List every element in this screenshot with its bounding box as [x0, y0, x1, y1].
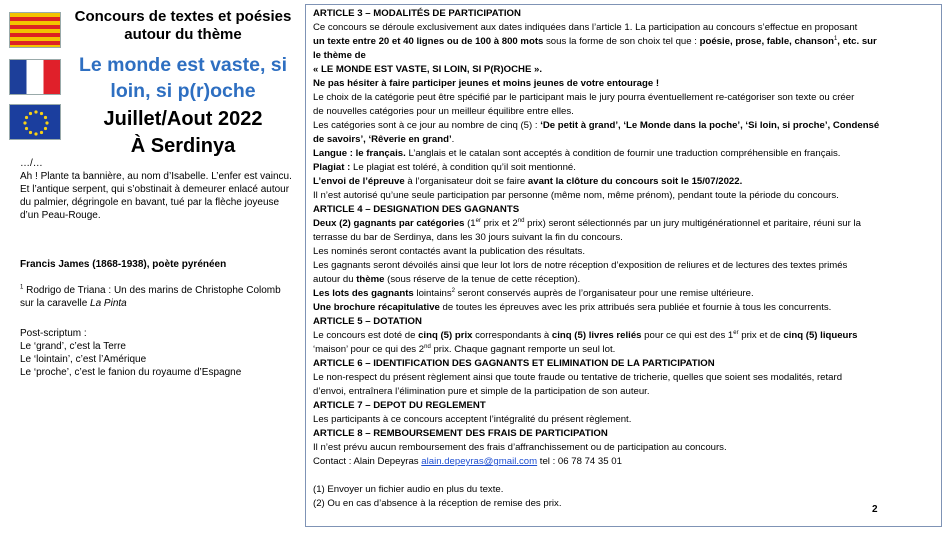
rules-line: Il n’est prévu aucun remboursement des frais d’affranchissement ou de participation au concours. — [313, 442, 727, 453]
contest-heading — [64, 8, 302, 44]
rules-line: Le concours est doté de cinq (5) prix correspondants à cinq (5) livres reliés pour ce qui est des 1er prix et de cinq (5) liqueurs — [313, 329, 858, 341]
european-flag-icon — [9, 104, 61, 140]
article-5-heading: ARTICLE 5 – DOTATION — [313, 316, 422, 327]
theme-title — [64, 52, 302, 104]
article-7-heading: ARTICLE 7 – DEPOT DU REGLEMENT — [313, 400, 486, 411]
rules-line: Deux (2) gagnants par catégories (1er prix et 2nd prix) seront sélectionnés par un jury multigénérationnel et paritaire, réuni sur la — [313, 217, 861, 229]
footnote-ship: La Pinta — [90, 298, 127, 309]
note-1: (1) Envoyer un fichier audio en plus du texte. — [313, 484, 504, 495]
rules-line: Une brochure récapitulative de toutes les épreuves avec les prix attribués sera publiée et fournie à tous les concurrents. — [313, 302, 832, 313]
rules-line: un texte entre 20 et 40 lignes ou de 100 à 800 mots sous la forme de son choix tel que : poésie, prose, fable, chanson$^1$, etc. sur — [313, 35, 877, 47]
rules-line: Les nominés seront contactés avant la publication des résultats. — [313, 246, 585, 257]
rules-line: Langue : le français. L’anglais et le catalan sont acceptés à condition de fournir une traduction compréhensible en français. — [313, 148, 841, 159]
rules-line: Il n’est autorisé qu’une seule participation par personne (même nom, même prénom), pendant toute la période du concours. — [313, 190, 839, 201]
rules-line: ‘maison’ pour ce qui des 2nd prix. Chaque gagnant remporte un seul lot. — [313, 343, 616, 355]
ps-item: Le ‘grand’, c’est la Terre — [20, 341, 126, 352]
ps-item: Le ‘proche’, c’est le fanion du royaume d’Espagne — [20, 367, 242, 378]
footnote-text: Rodrigo de Triana : Un des marins de Christophe Colomb sur la caravelle — [20, 285, 281, 309]
rules-line: Ne pas hésiter à faire participer jeunes et moins jeunes de votre entourage ! — [313, 78, 660, 89]
rules-line: terrasse du bar de Serdinya, dans les 30 jours suivant la fin du concours. — [313, 232, 623, 243]
rules-line: Les lots des gagnants lointains$^2$ seront conservés auprès de l’organisateur pour une remise ultérieure. — [313, 287, 754, 299]
contest-place: À Serdinya — [130, 135, 236, 157]
french-flag-icon — [9, 59, 61, 95]
footnote-mark: 1 — [20, 284, 24, 291]
heading-line-1: Concours de textes et poésies — [74, 8, 292, 25]
article-8-heading: ARTICLE 8 – REMBOURSEMENT DES FRAIS DE PARTICIPATION — [313, 428, 608, 439]
quote-block — [20, 157, 292, 222]
rules-line: d’envoi, entraînera l’élimination pure et simple de la participation de son auteur. — [313, 386, 650, 397]
footnote — [20, 284, 292, 310]
date-place — [64, 106, 302, 160]
heading-line-2: autour du thème — [124, 26, 242, 43]
theme-line-2: loin, si p(r)oche — [110, 80, 256, 102]
article-4-heading: ARTICLE 4 – DESIGNATION DES GAGNANTS — [313, 204, 520, 215]
rules-line: L’envoi de l’épreuve à l’organisateur doit se faire avant la clôture du concours soit le 15/07/2022. — [313, 176, 743, 187]
rules-line: Les participants à ce concours acceptent l’intégralité du présent règlement. — [313, 414, 632, 425]
rules-line: de savoirs’, ‘Rêverie en grand’. — [313, 134, 455, 145]
ellipsis: …/… — [20, 158, 43, 169]
theme-line-1: Le monde est vaste, si — [78, 54, 288, 76]
page-number: 2 — [872, 504, 878, 515]
rules-line: Les catégories sont à ce jour au nombre de cinq (5) : ‘De petit à grand’, ‘Le Monde dans la poche’, ‘Si loin, si proche’, Condensé — [313, 120, 880, 131]
rules-line: le thème de — [313, 50, 366, 61]
rules-line: de nouvelles catégories pour un meilleur équilibre entre elles. — [313, 106, 574, 117]
article-3-heading: ARTICLE 3 – MODALITÉS DE PARTICIPATION — [313, 8, 521, 19]
quote-author: Francis James (1868-1938), poète pyrénéen — [20, 259, 227, 270]
ps-item: Le ‘lointain’, c’est l’Amérique — [20, 354, 147, 365]
contact-email-link[interactable]: alain.depeyras@gmail.com — [421, 456, 538, 467]
rules-line: Le non-respect du présent règlement ainsi que toute fraude ou tentative de tricherie, quelles que soient ses modalités, retard — [313, 372, 843, 383]
rules-line: Ce concours se déroule exclusivement aux dates indiquées dans l’article 1. La participation au concours s’effectue en proposant — [313, 22, 858, 33]
catalan-flag-icon — [9, 12, 61, 48]
rules-line: autour du thème (sous réserve de la tenue de cette réception). — [313, 274, 581, 285]
theme-line: « LE MONDE EST VASTE, SI LOIN, SI P(R)OCHE ». — [313, 64, 543, 75]
contest-date: Juillet/Aout 2022 — [103, 108, 263, 130]
quote-text: Ah ! Plante ta bannière, au nom d’Isabelle. L’enfer est vaincu. Et l’antique serpent, qui s’obstinait à demeurer enlacé autour du palmier, dégringole en bavant, tué par la flèche joyeuse d’un Peau-Rouge. — [20, 171, 292, 221]
ps-title: Post-scriptum : — [20, 328, 87, 339]
rules-line: Le choix de la catégorie peut être spécifié par le participant mais le jury pourra éventuellement re-catégoriser son texte ou créer — [313, 92, 855, 103]
article-6-heading: ARTICLE 6 – IDENTIFICATION DES GAGNANTS ET ELIMINATION DE LA PARTICIPATION — [313, 358, 715, 369]
note-2: (2) Ou en cas d’absence à la réception de remise des prix. — [313, 498, 562, 509]
rules-line: Plagiat : Le plagiat est toléré, à condition qu’il soit mentionné. — [313, 162, 576, 173]
post-scriptum — [20, 327, 292, 379]
contact-line: Contact : Alain Depeyras alain.depeyras@gmail.com tel : 06 78 74 35 01 — [313, 456, 622, 467]
rules-line: Les gagnants seront dévoilés ainsi que leur lot lors de notre réception d’exposition de reliures et de lectures des textes primés — [313, 260, 848, 271]
